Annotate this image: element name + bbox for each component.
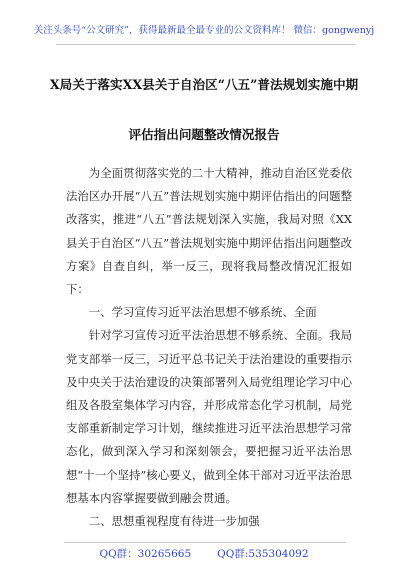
section-heading-2: 二、思想重视程度有待进一步加强 [88, 514, 260, 529]
document-title-line-1: X局关于落实XX县关于自治区“八五”普法规划实施中期 [49, 77, 359, 92]
document-title-line-2: 评估指出问题整改情况报告 [128, 127, 280, 142]
footer-qq-group-1: QQ群：30265665 [99, 548, 192, 560]
header-divider [56, 44, 356, 45]
intro-paragraph: 为全面贯彻落实党的二十大精神，推动自治区党委依法治区办开展“八五”普法规划实施中期评估指出的问题整改落实，推进“八五”普法规划深入实施，我局对照《XX县关于自治区“八五”普法规划实施中期评估指出问题整改方案》自查自纠，举一反三，现将我局整改情况汇报如下： [66, 166, 352, 297]
footer-contact [0, 546, 408, 561]
footer-divider [64, 542, 346, 543]
section-heading-1: 一、学习宣传习近平法治思想不够系统、全面 [88, 305, 317, 320]
document-body [66, 162, 352, 533]
section-1-paragraph: 针对学习宣传习近平法治思想不够系统、全面。我局党支部举一反三，习近平总书记关于法治建设的重要指示及中央关于法治建设的决策部署列入局党组理论学习中心组及各股室集体学习内容，并形成常态化学习机制，局党支部重新制定学习计划，继续推进习近平法治思想学习常态化，做到深入学习和深刻领会，要把握习近平法治思想“十一个坚持”核心要义，做到全体干部对习近平法治思想基本内容掌握要做到融会贯通。 [66, 328, 352, 505]
footer-qq-group-2: QQ群:535304092 [217, 548, 309, 560]
header-promo-note: 关注头条号“公文研究”，获得最新最全最专业的公文资料库！ 微信：gongwenyj [33, 25, 375, 36]
